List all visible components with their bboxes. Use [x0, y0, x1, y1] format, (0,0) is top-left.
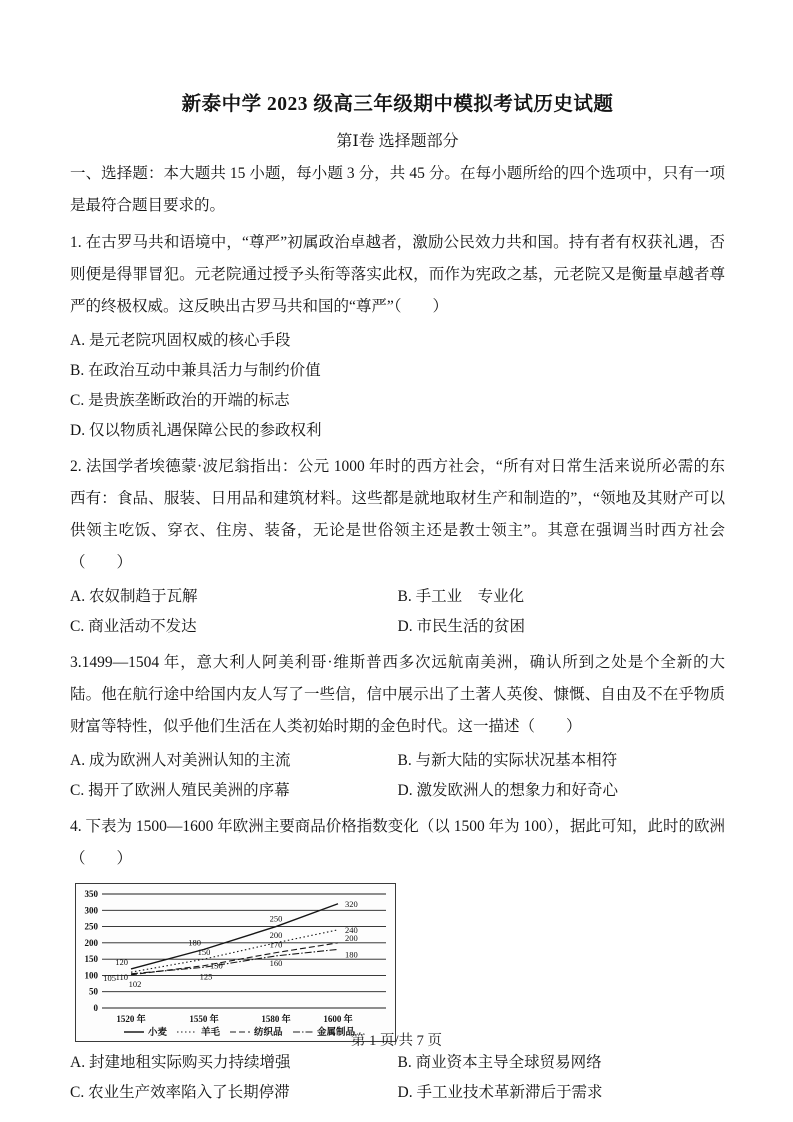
series-line-2: [131, 930, 338, 972]
question-4-option-c: C. 农业生产效率陷入了长期停滞: [70, 1084, 290, 1101]
chart-canvas: [76, 884, 395, 1041]
svg-text:120: 120: [115, 956, 128, 967]
question-4-option-d: D. 手工业技术革新滞后于需求: [397, 1084, 603, 1101]
question-4: [70, 811, 725, 1108]
svg-text:1520 年: 1520 年: [116, 1014, 146, 1024]
svg-text:240: 240: [345, 924, 358, 935]
question-3-option-c: C. 揭开了欧洲人殖民美洲的序幕: [70, 782, 290, 799]
question-2-option-a: A. 农奴制趋于瓦解: [70, 588, 198, 605]
price-index-chart: [75, 883, 396, 1042]
svg-text:小麦: 小麦: [148, 1028, 168, 1038]
svg-text:200: 200: [345, 932, 358, 943]
question-4-options: [70, 1048, 725, 1108]
svg-text:200: 200: [84, 937, 98, 948]
question-2-option-b: B. 手工业 专业化: [397, 588, 525, 605]
svg-text:105: 105: [103, 972, 116, 983]
page-footer: 第 1 页/共 7 页: [350, 1033, 443, 1049]
svg-text:300: 300: [84, 905, 98, 916]
question-1-option-d: D. 仅以物质礼遇保障公民的参政权利: [70, 422, 322, 439]
question-3-stem: 3.1499—1504 年，意大利人阿美利哥·维斯普西多次远航南美洲，确认所到之处是个全新的大陆。他在航行途中给国内友人写了一些信，信中展示出了土著人英俊、慷慨、自由及不在乎物质财富等特性，似乎他们生活在人类初始时期的金色时代。这一描述（ ）: [70, 654, 725, 735]
svg-text:160: 160: [269, 957, 283, 968]
question-4-option-b: B. 商业资本主导全球贸易网络: [397, 1054, 602, 1071]
question-1-option-c: C. 是贵族垄断政治的开端的标志: [70, 392, 290, 409]
svg-text:0: 0: [93, 1003, 98, 1013]
svg-text:130: 130: [210, 960, 223, 971]
svg-text:金属制品: 金属制品: [317, 1028, 356, 1038]
question-3-option-d: D. 激发欧洲人的想象力和好奇心: [397, 782, 618, 799]
svg-text:1580 年: 1580 年: [261, 1014, 291, 1024]
svg-text:150: 150: [84, 954, 98, 965]
svg-text:100: 100: [84, 970, 98, 981]
question-4-option-a: A. 封建地租实际购买力持续增强: [70, 1054, 291, 1071]
svg-text:1550 年: 1550 年: [189, 1014, 219, 1024]
question-1-option-b: B. 在政治互动中兼具活力与制约价值: [70, 362, 321, 379]
instructions: 一、选择题：本大题共 15 小题，每小题 3 分，共 45 分。在每小题所给的四个选项中，只有一项是最符合题目要求的。: [70, 165, 725, 214]
svg-text:350: 350: [84, 889, 98, 899]
question-3-options: [70, 746, 725, 806]
question-2-options: [70, 582, 725, 642]
question-1: [70, 227, 725, 446]
question-2-stem: 2. 法国学者埃德蒙·波尼翁指出：公元 1000 年时的西方社会，“所有对日常生活来说所必需的东西有：食品、服装、日用品和建筑材料。这些都是就地取材生产和制造的”，“领地及其财产可以供领主吃饭、穿衣、住房、装备，无论是世俗领主还是教士领主”。其意在强调当时西方社会（ ）: [70, 458, 725, 571]
svg-text:180: 180: [345, 949, 358, 960]
question-2-option-c: C. 商业活动不发达: [70, 618, 197, 635]
svg-text:125: 125: [199, 971, 213, 982]
svg-text:1600 年: 1600 年: [323, 1014, 353, 1024]
question-1-stem: 1. 在古罗马共和语境中，“尊严”初属政治卓越者，激励公民效力共和国。持有者有权获礼遇，否则便是得罪冒犯。元老院通过授予头衔等落实此权，而作为宪政之基，元老院又是衡量卓越者尊严的终极权威。这反映出古罗马共和国的“尊严”（ ）: [70, 234, 725, 315]
series-line-4: [131, 949, 338, 973]
svg-text:180: 180: [188, 937, 201, 948]
svg-text:250: 250: [84, 921, 98, 932]
question-4-stem: 4. 下表为 1500—1600 年欧洲主要商品价格指数变化（以 1500 年为 100），据此可知，此时的欧洲（ ）: [70, 818, 725, 867]
question-3: [70, 647, 725, 806]
section-heading: 第Ⅰ卷 选择题部分: [336, 133, 459, 150]
svg-text:羊毛: 羊毛: [201, 1028, 221, 1038]
question-1-option-a: A. 是元老院巩固权威的核心手段: [70, 332, 291, 349]
question-2-option-d: D. 市民生活的贫困: [397, 618, 525, 635]
question-3-option-b: B. 与新大陆的实际状况基本相符: [397, 752, 618, 769]
question-2: [70, 451, 725, 642]
svg-text:110: 110: [115, 972, 128, 983]
svg-text:50: 50: [89, 986, 98, 997]
svg-text:102: 102: [128, 978, 142, 989]
question-3-option-a: A. 成为欧洲人对美洲认知的主流: [70, 752, 291, 769]
question-1-options: [70, 326, 725, 446]
svg-text:200: 200: [269, 929, 283, 940]
svg-text:150: 150: [197, 947, 211, 958]
svg-text:纺织品: 纺织品: [254, 1028, 283, 1038]
svg-text:320: 320: [345, 898, 358, 909]
page-title: 新泰中学 2023 级高三年级期中模拟考试历史试题: [181, 94, 614, 115]
svg-text:250: 250: [269, 913, 283, 924]
svg-text:170: 170: [269, 939, 283, 950]
